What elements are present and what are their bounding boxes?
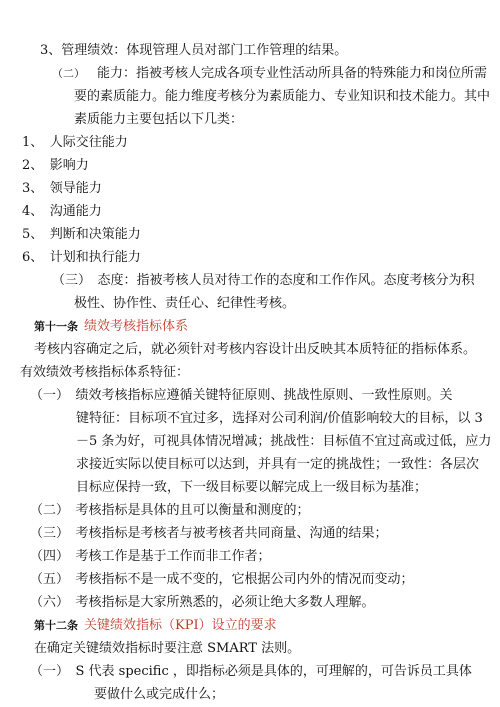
feature-item: （六） 考核指标是大家所熟悉的，必须让绝大多数人理解。	[30, 595, 375, 610]
paragraph-line: －5 条为好，可视具体情况增减；挑战性：目标值不宜过高或过低，应力	[76, 434, 492, 449]
list-item: 4、 沟通能力	[22, 204, 102, 219]
feature-item: （一） 绩效考核指标应遵循关键特征原则、挑战性原则、一致性原则。关	[30, 388, 453, 403]
paragraph-line: 键特征：目标项不宜过多，选择对公司利润/价值影响较大的目标，以 3	[76, 411, 483, 426]
paragraph-line: 要做什么或完成什么；	[94, 687, 225, 702]
feature-item: （三） 考核指标是考核者与被考核者共同商量、沟通的结果；	[30, 526, 388, 541]
section-attitude: （三） 态度：指被考核人员对待工作的态度和工作作风。态度考核分为积	[52, 273, 475, 288]
paragraph-line: 有效绩效考核指标体系特征：	[20, 365, 190, 380]
article-12-heading	[34, 615, 277, 637]
paragraph-line: 极性、协作性、责任心、纪律性考核。	[74, 296, 296, 311]
section-ability	[52, 63, 487, 85]
article-title: 关键绩效指标（KPI）设立的要求	[84, 618, 277, 633]
feature-item: （四） 考核工作是基于工作而非工作者；	[30, 549, 271, 564]
list-item: 2、 影响力	[22, 158, 89, 173]
paragraph-line: 在确定关键绩效指标时要注意 SMART 法则。	[34, 641, 301, 656]
paragraph-line: 要的素质能力。能力维度考核分为素质能力、专业知识和技术能力。其中	[74, 89, 491, 104]
paragraph-line: 目标应保持一致，下一级目标要以解完成上一级目标为基准；	[76, 480, 428, 495]
item-management-performance: 3、管理绩效：体现管理人员对部门工作管理的结果。	[40, 43, 348, 58]
section-marker: （二）	[52, 67, 85, 80]
section-text: 能力：指被考核人完成各项专业性活动所具备的特殊能力和岗位所需	[97, 66, 488, 81]
article-number: 第十一条	[34, 320, 78, 333]
paragraph-line: 考核内容确定之后，就必须针对考核内容设计出反映其本质特征的指标体系。	[34, 342, 477, 357]
smart-item: （一） S 代表 specific ，即指标必须是具体的，可理解的，可告诉员工具体	[30, 664, 472, 679]
feature-item: （五） 考核指标不是一成不变的，它根据公司内外的情况而变动；	[30, 572, 414, 587]
article-title: 绩效考核指标体系	[84, 319, 189, 334]
article-number: 第十二条	[34, 619, 78, 632]
paragraph-line: 求接近实际以使目标可以达到，并具有一定的挑战性；一致性：各层次	[76, 457, 480, 472]
list-item: 1、 人际交往能力	[22, 135, 128, 150]
article-11-heading	[34, 316, 188, 338]
list-item: 5、 判断和决策能力	[22, 227, 141, 242]
list-item: 3、 领导能力	[22, 181, 102, 196]
paragraph-line: 素质能力主要包括以下几类：	[74, 112, 244, 127]
feature-item: （二） 考核指标是具体的且可以衡量和测度的；	[30, 503, 310, 518]
list-item: 6、 计划和执行能力	[22, 250, 141, 265]
